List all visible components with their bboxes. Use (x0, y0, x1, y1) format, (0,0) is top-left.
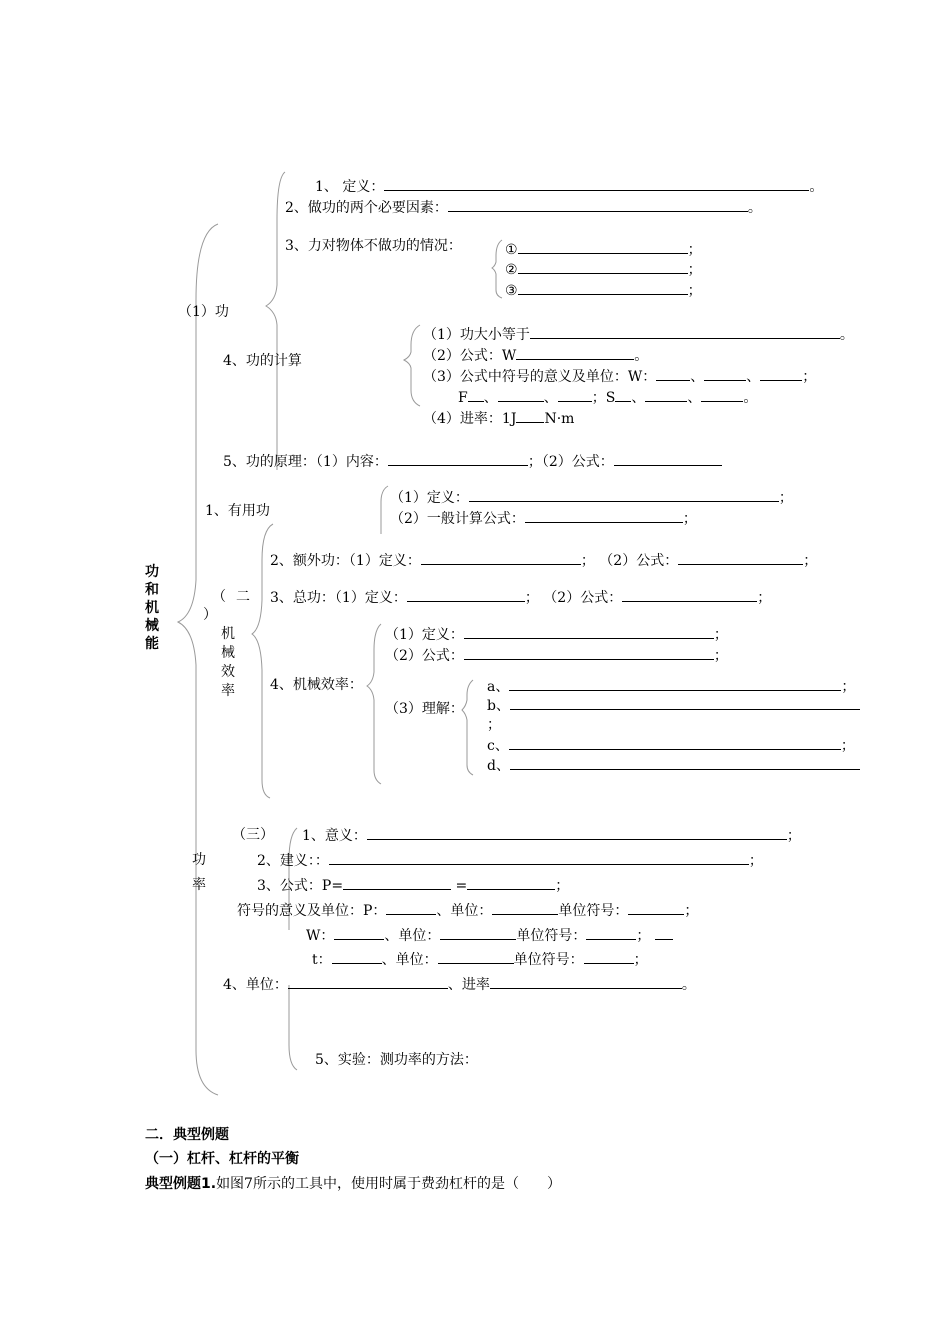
power-formula-blank-2[interactable] (467, 876, 555, 890)
power-t-unit-blank[interactable] (438, 950, 514, 964)
work-brace (266, 172, 285, 470)
calc-blank-s2[interactable] (645, 388, 687, 402)
eff-label-char-1: 机 (221, 626, 235, 642)
eff-label-char-2: 械 (221, 645, 235, 661)
understand-b-semi: ； (487, 717, 501, 733)
power-p-sym-blank[interactable] (628, 901, 684, 915)
total-work-row: 3、总功：（1）定义： ； （2）公式： ； (270, 590, 772, 606)
example-question-text: 如图7所示的工具中，使用时属于费劲杠杆的是（ ） (216, 1176, 561, 1192)
principle-content-blank[interactable] (388, 452, 528, 466)
calc-blank-s3[interactable] (701, 388, 743, 402)
work-calc-label: 4、功的计算 (223, 353, 302, 369)
understand-b-blank[interactable] (510, 696, 860, 710)
calc-row-3: （3）公式中符号的意义及单位：W： 、 、 ； (423, 369, 817, 385)
eff-label-close: ） (203, 607, 217, 623)
power-t-row: t： 、单位： 单位符号： ； (312, 952, 648, 968)
no-work-blank-1[interactable] (518, 240, 688, 254)
extra-work-row: 2、额外功：（1）定义： ； （2）公式： ； (270, 553, 818, 569)
work-def-label: 1、 定义： (315, 179, 385, 195)
power-w-unit-blank[interactable] (440, 926, 516, 940)
eff-def-row: （1）定义： ； (385, 627, 728, 643)
power-w-extra-blank[interactable] (655, 926, 673, 940)
eff-label-char-3: 效 (221, 664, 235, 680)
eff-label-char-4: 率 (221, 683, 235, 699)
understand-d-blank[interactable] (510, 756, 860, 770)
understand-brace (462, 680, 473, 775)
power-w-sym-blank[interactable] (586, 926, 636, 940)
calc-blank-f2[interactable] (498, 388, 544, 402)
extra-formula-blank[interactable] (678, 551, 803, 565)
eff-understand-label: （3）理解： (385, 701, 464, 717)
power-w-row: W： 、单位： 单位符号： ； (306, 926, 673, 945)
no-work-item-3: ③ ； (505, 283, 702, 299)
work-factors-label: 2、做功的两个必要因素： (285, 200, 448, 216)
power-unit-row: 4、单位： 、进率 。 (223, 977, 696, 993)
mecheff-brace (367, 624, 381, 784)
understand-a: a、 ； (487, 679, 856, 695)
calc-row-1: （1）功大小等于 。 (423, 327, 854, 343)
calc-blank-2[interactable] (516, 346, 634, 360)
examples-heading: 二．典型例题 (145, 1127, 229, 1143)
work-principle-row: 5、功的原理：（1）内容： ；（2）公式： (223, 452, 722, 471)
calc-blank-f3[interactable] (558, 388, 592, 402)
work-factors-blank[interactable] (448, 198, 748, 212)
power-meaning-row: 1、意义： ； (302, 828, 801, 844)
power-w-blank[interactable] (334, 926, 384, 940)
calc-blank-w1[interactable] (656, 367, 690, 381)
no-work-item-2: ② ； (505, 262, 702, 278)
useful-brace (381, 486, 388, 534)
mech-eff-label: 4、机械效率： (270, 677, 363, 693)
calc-blank-w2[interactable] (704, 367, 746, 381)
no-work-blank-3[interactable] (518, 281, 688, 295)
calc-brace (404, 325, 420, 406)
work-def-blank[interactable] (384, 177, 809, 191)
power-experiment: 5、实验：测功率的方法： (315, 1052, 478, 1068)
calc-row-4: （4）进率：1J N·m (423, 411, 575, 427)
example-question (145, 1175, 561, 1193)
understand-c: c、 ； (487, 738, 855, 754)
calc-blank-1[interactable] (530, 325, 840, 339)
useful-calc-row: （2）一般计算公式： ； (390, 511, 697, 527)
work-factors-row: 2、做功的两个必要因素： 。 (285, 200, 762, 216)
total-def-blank[interactable] (407, 588, 525, 602)
calc-blank-w3[interactable] (760, 367, 802, 381)
power-brace-lower (289, 985, 297, 1070)
power-suggest-row: 2、建义：： ； (257, 853, 763, 869)
useful-def-blank[interactable] (469, 488, 779, 502)
power-unit-blank[interactable] (288, 975, 448, 989)
nowork-brace (492, 240, 502, 298)
calc-blank-f1[interactable] (468, 388, 484, 402)
power-symbols-row: 符号的意义及单位：P： 、单位： 单位符号： ； (237, 903, 699, 919)
eff-formula-blank[interactable] (464, 646, 714, 660)
power-formula-blank-1[interactable] (343, 876, 451, 890)
examples-subheading: （一）杠杆、杠杆的平衡 (145, 1151, 299, 1167)
understand-b: b、 (487, 696, 860, 715)
no-work-blank-2[interactable] (518, 260, 688, 274)
principle-formula-blank[interactable] (614, 452, 722, 466)
calc-row-2: （2）公式：W 。 (423, 348, 649, 364)
power-label-num: （三） (232, 827, 274, 843)
understand-a-blank[interactable] (509, 677, 841, 691)
main-brace (178, 224, 218, 1095)
eff-def-blank[interactable] (464, 625, 714, 639)
calc-blank-4[interactable] (516, 409, 544, 423)
useful-def-row: （1）定义： ； (390, 490, 793, 506)
no-work-label: 3、力对物体不做功的情况： (285, 238, 462, 254)
power-label-char-2: 率 (192, 877, 206, 893)
power-label-char-1: 功 (192, 852, 206, 868)
useful-calc-blank[interactable] (525, 509, 683, 523)
power-p-unit-blank[interactable] (492, 901, 558, 915)
extra-def-blank[interactable] (421, 551, 581, 565)
power-p-blank[interactable] (386, 901, 436, 915)
main-title: 功和机械能 (145, 564, 159, 652)
total-formula-blank[interactable] (622, 588, 757, 602)
example-question-label: 典型例题1. (145, 1176, 217, 1192)
calc-blank-s1[interactable] (615, 388, 631, 402)
power-t-blank[interactable] (332, 950, 382, 964)
no-work-item-1: ① ； (505, 242, 702, 258)
eff-label-paren: （ (212, 589, 226, 605)
power-formula-row: 3、公式：P= = ； (257, 878, 570, 894)
power-t-sym-blank[interactable] (584, 950, 634, 964)
eff-formula-row: （2）公式： ； (385, 648, 728, 664)
eff-label-num: 二 (236, 589, 250, 605)
work-def-row: 1、 定义： 。 (315, 179, 824, 195)
power-suggest-blank[interactable] (329, 851, 749, 865)
understand-d: d、 (487, 756, 860, 775)
work-label: （1）功 (178, 304, 229, 320)
understand-c-blank[interactable] (509, 736, 841, 750)
useful-work-label: 1、有用功 (205, 503, 270, 519)
calc-row-3b: F 、 、 ；S 、 、 。 (458, 390, 758, 406)
power-rate-blank[interactable] (490, 975, 682, 989)
power-meaning-blank[interactable] (367, 826, 787, 840)
